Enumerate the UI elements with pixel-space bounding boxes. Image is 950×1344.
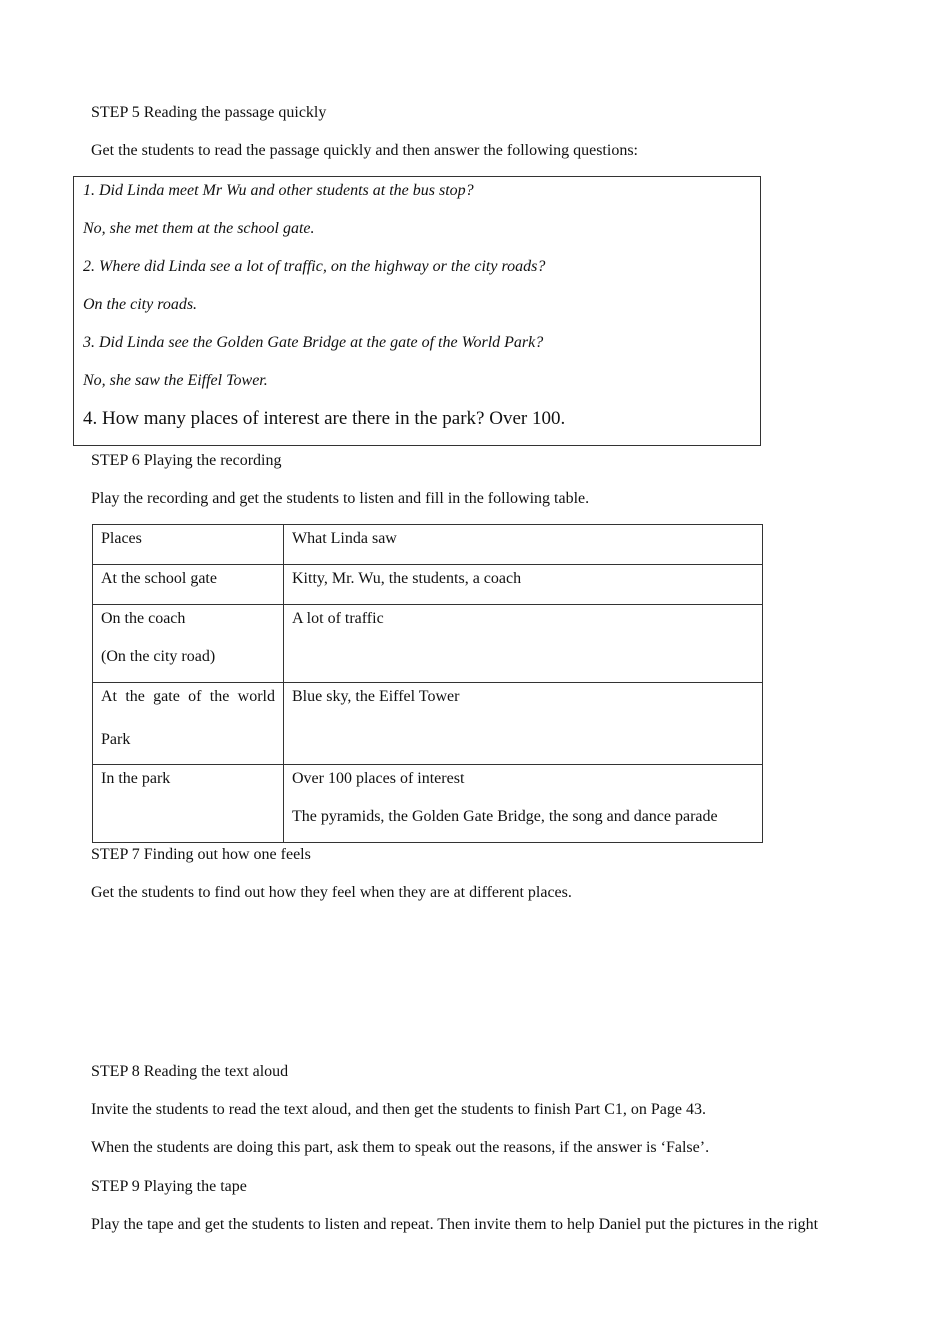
step6-heading: STEP 6 Playing the recording xyxy=(91,452,282,469)
step5-heading: STEP 5 Reading the passage quickly xyxy=(91,104,327,121)
step9-heading: STEP 9 Playing the tape xyxy=(91,1178,247,1195)
header-what-linda-saw: What Linda saw xyxy=(284,525,763,565)
qa-box xyxy=(73,176,761,446)
table-header-row xyxy=(93,525,763,565)
step8-line-2: When the students are doing this part, ask them to speak out the reasons, if the answer is ‘False’. xyxy=(91,1139,710,1156)
step8-heading: STEP 8 Reading the text aloud xyxy=(91,1063,289,1080)
place-cell-cont: Park xyxy=(101,731,131,748)
step5-instruction: Get the students to read the passage quickly and then answer the following questions: xyxy=(91,142,638,159)
place-cell-note: (On the city road) xyxy=(101,648,216,665)
table-row xyxy=(93,765,763,843)
question-1: 1. Did Linda meet Mr Wu and other students at the bus stop? xyxy=(83,182,474,199)
step6-instruction: Play the recording and get the students to listen and fill in the following table. xyxy=(91,490,590,507)
place-cell: On the coach xyxy=(101,610,186,627)
step9-instruction: Play the tape and get the students to listen and repeat. Then invite them to help Daniel put the pictures in the right xyxy=(91,1216,819,1233)
place-cell: At the school gate xyxy=(101,570,217,587)
place-cell: At the gate of the world xyxy=(101,688,275,705)
saw-cell: Over 100 places of interest xyxy=(292,770,465,787)
saw-cell: A lot of traffic xyxy=(292,610,384,627)
step7-heading: STEP 7 Finding out how one feels xyxy=(91,846,311,863)
answer-3: No, she saw the Eiffel Tower. xyxy=(83,372,268,389)
table-row xyxy=(93,565,763,605)
header-places: Places xyxy=(93,525,284,565)
saw-cell-cont: The pyramids, the Golden Gate Bridge, the song and dance parade xyxy=(292,808,718,825)
saw-cell: Blue sky, the Eiffel Tower xyxy=(292,688,460,705)
saw-cell: Kitty, Mr. Wu, the students, a coach xyxy=(292,570,522,587)
answer-2: On the city roads. xyxy=(83,296,198,313)
question-3: 3. Did Linda see the Golden Gate Bridge at the gate of the World Park? xyxy=(83,334,544,351)
answer-1: No, she met them at the school gate. xyxy=(83,220,315,237)
question-2: 2. Where did Linda see a lot of traffic, on the highway or the city roads? xyxy=(83,258,546,275)
table-row xyxy=(93,683,763,765)
step7-instruction: Get the students to find out how they feel when they are at different places. xyxy=(91,884,572,901)
table-row xyxy=(93,605,763,683)
place-cell: In the park xyxy=(101,770,171,787)
places-table xyxy=(92,524,763,843)
question-4: 4. How many places of interest are there in the park? Over 100. xyxy=(83,408,566,429)
step8-line-1: Invite the students to read the text aloud, and then get the students to finish Part C1, on Page 43. xyxy=(91,1101,706,1118)
